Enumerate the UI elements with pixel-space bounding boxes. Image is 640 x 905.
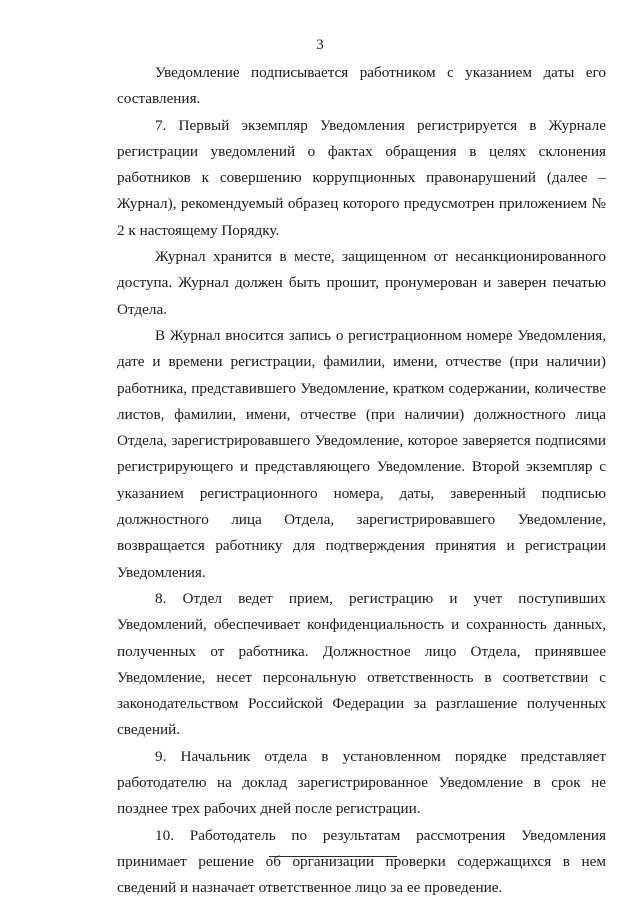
paragraph-7-registration: 7. Первый экземпляр Уведомления регистрируется в Журнале регистрации уведомлений о фактах обращения в целях склонения работников к совершению коррупционных правонарушений (далее – Журнал), рекомендуемый образец которого предусмотрен приложением № 2 к настоящему Порядку. [117, 116, 606, 239]
paragraph-10-employer: 10. Работодатель по результатам рассмотрения Уведомления принимает решение об организации проверки содержащихся в нем сведений и назначает ответственное лицо за ее проведение. [117, 826, 606, 897]
paragraph-journal-entry: В Журнал вносится запись о регистрационном номере Уведомления, дате и времени регистрации, фамилии, имени, отчестве (при наличии) работника, представившего Уведомление, кратком содержании, количестве листов, фамилии, имени, отчестве (при наличии) должностного лица Отдела, зарегистрировавшего Уведомление, которое заверяется подписями регистрирующего и представляющего Уведомление. Второй экземпляр с указанием регистрационного номера, даты, заверенный подписью должностного лица Отдела, зарегистрировавшего Уведомление, возвращается работнику для подтверждения принятия и регистрации Уведомления. [117, 326, 606, 581]
paragraph-journal-storage: Журнал хранится в месте, защищенном от несанкционированного доступа. Журнал должен быть прошит, пронумерован и заверен печатью Отдела. [117, 248, 606, 318]
document-body [117, 60, 606, 902]
paragraph-8-department: 8. Отдел ведет прием, регистрацию и учет поступивших Уведомлений, обеспечивает конфиденциальность и сохранность данных, полученных от работника. Должностное лицо Отдела, принявшее Уведомление, несет персональную ответственность в соответствии с законодательством Российской Федерации за разглашение полученных сведений. [117, 589, 606, 739]
end-divider [269, 856, 397, 857]
paragraph-notice-signing: Уведомление подписывается работником с указанием даты его составления. [117, 64, 606, 108]
paragraph-9-head: 9. Начальник отдела в установленном порядке представляет работодателю на доклад зарегистрированное Уведомление в срок не позднее трех рабочих дней после регистрации. [117, 747, 606, 818]
page-number: 3 [316, 37, 324, 53]
